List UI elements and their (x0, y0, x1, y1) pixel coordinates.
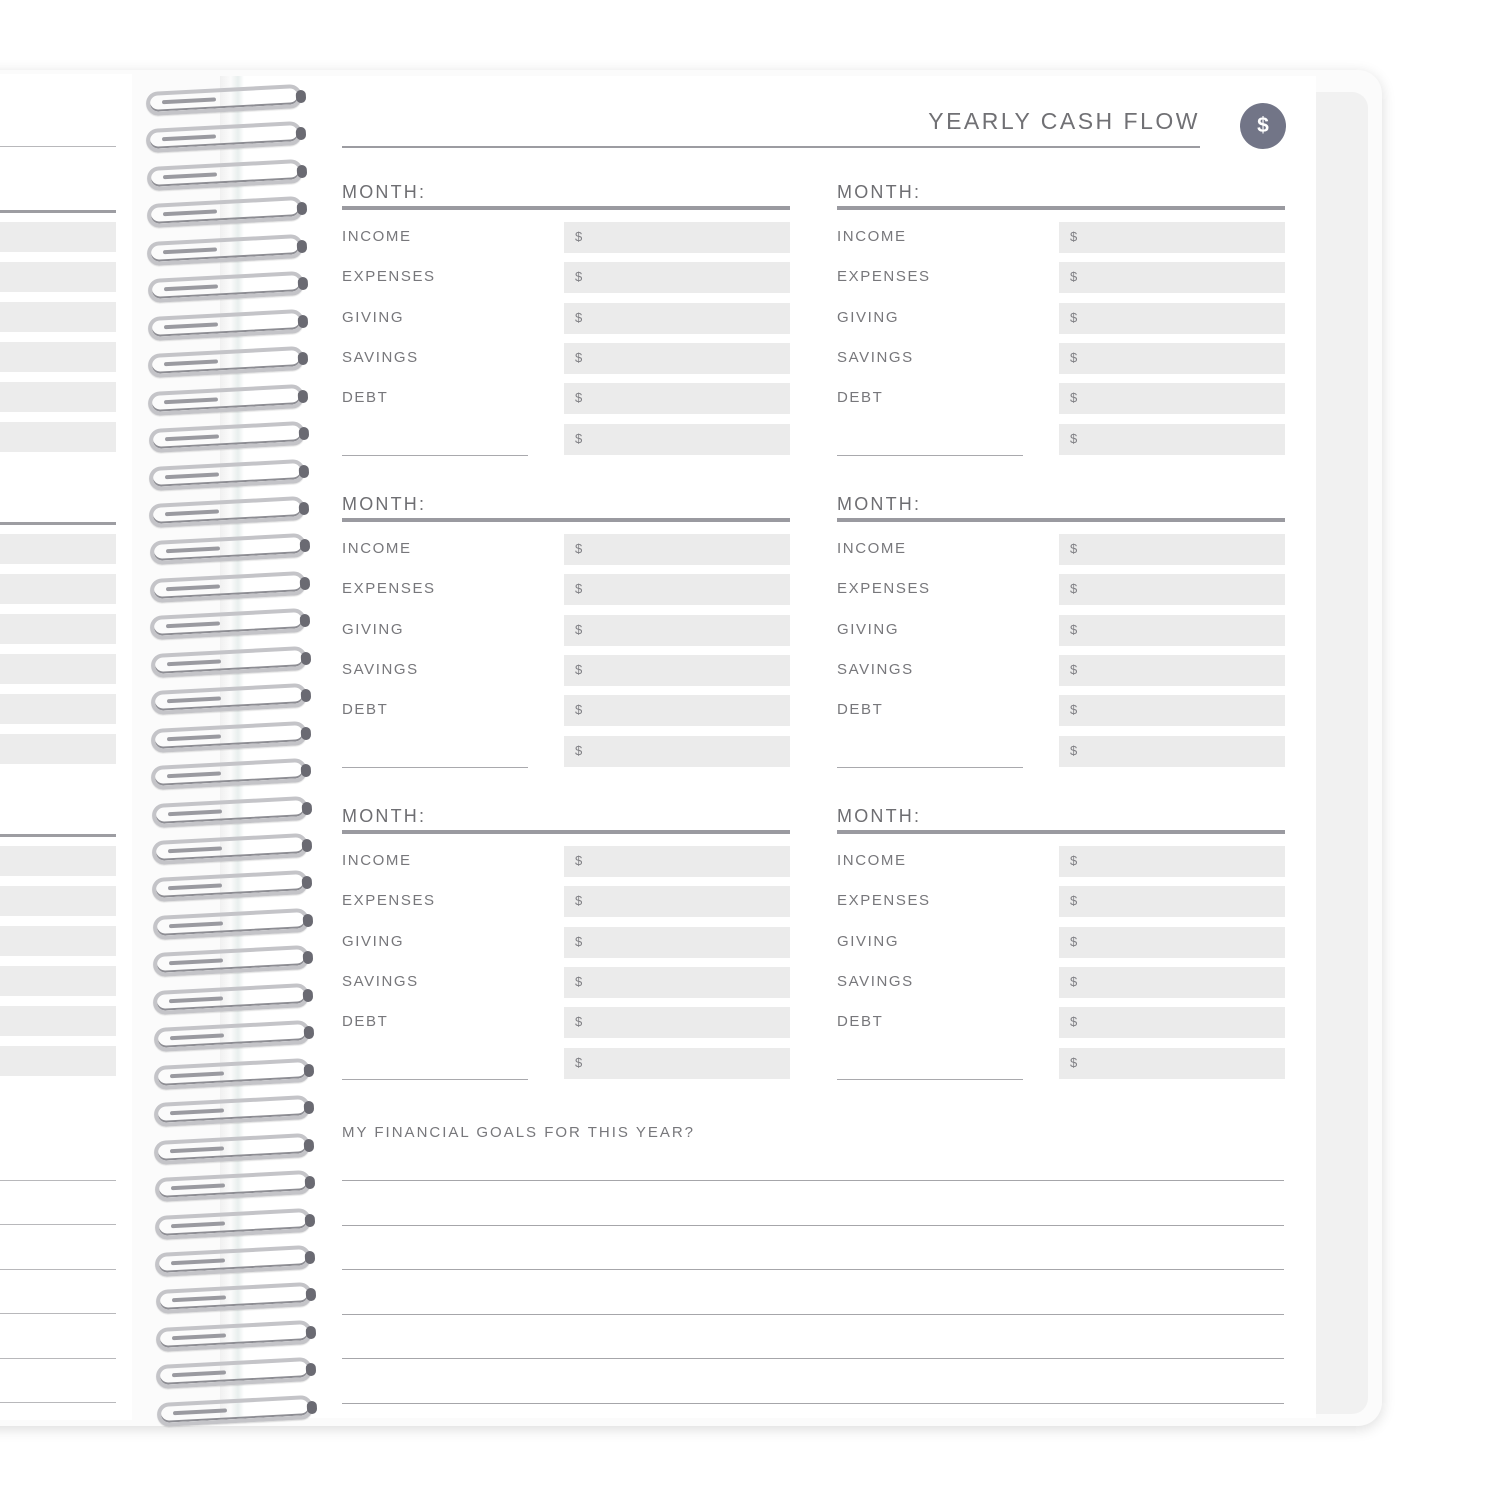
currency-symbol: $ (575, 229, 583, 244)
left-amount-field (0, 222, 116, 252)
currency-symbol: $ (575, 309, 583, 325)
currency-symbol: $ (1070, 541, 1078, 556)
cash-flow-row (837, 383, 1285, 415)
goal-writing-line[interactable] (342, 1225, 1284, 1226)
left-header-rule (0, 146, 116, 147)
amount-field[interactable] (1059, 383, 1285, 414)
amount-field[interactable] (1059, 846, 1285, 877)
month-block (837, 494, 1285, 794)
currency-symbol: $ (575, 541, 583, 556)
amount-field[interactable] (1059, 303, 1285, 334)
amount-field[interactable] (1059, 534, 1285, 565)
row-label: SAVINGS (837, 660, 914, 678)
amount-field[interactable] (564, 383, 790, 414)
month-rule (342, 830, 790, 834)
goal-writing-line[interactable] (342, 1358, 1284, 1359)
row-label: EXPENSES (342, 580, 436, 598)
left-amount-field (0, 574, 116, 604)
month-label: MONTH: (837, 182, 922, 202)
amount-field[interactable] (1059, 695, 1285, 726)
cash-flow-row (837, 534, 1285, 566)
amount-field[interactable] (564, 886, 790, 917)
currency-symbol: $ (1070, 973, 1078, 989)
amount-field[interactable] (564, 574, 790, 605)
month-block (342, 806, 790, 1106)
row-label: GIVING (837, 308, 900, 326)
amount-field[interactable] (564, 736, 790, 767)
row-label: INCOME (342, 228, 412, 245)
left-goal-line (0, 1402, 116, 1403)
left-goal-line (0, 1180, 116, 1181)
amount-field[interactable] (1059, 1048, 1285, 1079)
amount-field[interactable] (564, 534, 790, 565)
currency-symbol: $ (575, 581, 583, 597)
cash-flow-row (837, 222, 1285, 254)
cash-flow-row (342, 1048, 790, 1080)
left-amount-field (0, 926, 116, 956)
row-label: GIVING (342, 932, 405, 950)
left-goal-line (0, 1358, 116, 1359)
currency-symbol: $ (575, 1014, 583, 1030)
amount-field[interactable] (1059, 615, 1285, 646)
cash-flow-row (342, 383, 790, 415)
row-label: INCOME (342, 540, 412, 557)
amount-field[interactable] (564, 222, 790, 253)
amount-field[interactable] (1059, 574, 1285, 605)
cash-flow-row (837, 262, 1285, 294)
row-label: GIVING (837, 932, 900, 950)
amount-field[interactable] (564, 1007, 790, 1038)
currency-symbol: $ (1070, 1054, 1078, 1070)
amount-field[interactable] (1059, 886, 1285, 917)
amount-field[interactable] (1059, 1007, 1285, 1038)
amount-field[interactable] (1059, 222, 1285, 253)
left-amount-field (0, 382, 116, 412)
month-label: MONTH: (342, 494, 427, 514)
currency-symbol: $ (575, 621, 583, 637)
page-title: YEARLY CASH FLOW (928, 108, 1200, 134)
cash-flow-row (837, 655, 1285, 687)
row-label: INCOME (837, 540, 907, 557)
currency-symbol: $ (575, 893, 583, 909)
row-label: EXPENSES (837, 892, 931, 910)
amount-field[interactable] (564, 967, 790, 998)
row-label: INCOME (342, 852, 412, 869)
currency-symbol: $ (1070, 853, 1078, 868)
month-label: MONTH: (342, 182, 427, 202)
cash-flow-row (837, 967, 1285, 999)
amount-field[interactable] (564, 343, 790, 374)
cash-flow-row (342, 615, 790, 647)
cash-flow-row (342, 574, 790, 606)
cash-flow-row (837, 343, 1285, 375)
amount-field[interactable] (564, 927, 790, 958)
amount-field[interactable] (1059, 655, 1285, 686)
goal-writing-line[interactable] (342, 1269, 1284, 1270)
cash-flow-row (342, 534, 790, 566)
goal-writing-line[interactable] (342, 1314, 1284, 1315)
row-label: SAVINGS (342, 972, 419, 990)
currency-symbol: $ (575, 933, 583, 949)
custom-category-line[interactable] (342, 1079, 528, 1080)
left-amount-field (0, 342, 116, 372)
amount-field[interactable] (1059, 736, 1285, 767)
cash-flow-row (342, 695, 790, 727)
row-label: EXPENSES (837, 268, 931, 286)
cash-flow-row (837, 1048, 1285, 1080)
row-label: INCOME (837, 852, 907, 869)
amount-field[interactable] (1059, 343, 1285, 374)
cash-flow-row (837, 927, 1285, 959)
currency-symbol: $ (1070, 269, 1078, 285)
currency-symbol: $ (575, 742, 583, 758)
currency-symbol: $ (575, 1054, 583, 1070)
currency-symbol: $ (1070, 1014, 1078, 1030)
month-block (837, 182, 1285, 482)
row-label: EXPENSES (342, 892, 436, 910)
currency-symbol: $ (575, 349, 583, 365)
currency-symbol: $ (575, 430, 583, 446)
month-block (837, 806, 1285, 1106)
cash-flow-row (342, 222, 790, 254)
row-label: SAVINGS (342, 348, 419, 366)
month-rule (342, 206, 790, 210)
left-amount-field (0, 1006, 116, 1036)
currency-symbol: $ (1070, 661, 1078, 677)
custom-category-line[interactable] (342, 455, 528, 456)
left-amount-field (0, 302, 116, 332)
cash-flow-row (342, 303, 790, 335)
amount-field[interactable] (564, 424, 790, 455)
left-goal-line (0, 1269, 116, 1270)
left-amount-field (0, 846, 116, 876)
header-rule (342, 146, 1200, 148)
cash-flow-row (837, 424, 1285, 456)
row-label: DEBT (342, 389, 389, 407)
cash-flow-row (837, 846, 1285, 878)
currency-symbol: $ (1070, 430, 1078, 446)
row-label: GIVING (342, 620, 405, 638)
row-label: DEBT (342, 701, 389, 719)
month-rule (837, 830, 1285, 834)
month-rule (837, 206, 1285, 210)
currency-symbol: $ (575, 702, 583, 718)
dollar-icon: $ (1240, 103, 1286, 149)
currency-symbol: $ (1070, 742, 1078, 758)
row-label: GIVING (342, 308, 405, 326)
custom-category-line[interactable] (837, 455, 1023, 456)
custom-category-line[interactable] (837, 767, 1023, 768)
amount-field[interactable] (564, 1048, 790, 1079)
left-goal-line (0, 1224, 116, 1225)
amount-field[interactable] (564, 303, 790, 334)
row-label: SAVINGS (837, 972, 914, 990)
left-amount-field (0, 534, 116, 564)
month-rule (837, 518, 1285, 522)
cash-flow-row (342, 736, 790, 768)
cash-flow-row (342, 886, 790, 918)
cash-flow-row (837, 886, 1285, 918)
cash-flow-row (837, 736, 1285, 768)
row-label: DEBT (837, 1013, 884, 1031)
currency-symbol: $ (1070, 349, 1078, 365)
month-block (342, 494, 790, 794)
cash-flow-row (837, 1007, 1285, 1039)
left-amount-field (0, 614, 116, 644)
goal-writing-line[interactable] (342, 1180, 1284, 1181)
currency-symbol: $ (1070, 702, 1078, 718)
left-month-rule (0, 522, 116, 525)
row-label: SAVINGS (837, 348, 914, 366)
currency-symbol: $ (575, 269, 583, 285)
currency-symbol: $ (575, 661, 583, 677)
cash-flow-row (837, 695, 1285, 727)
left-month-rule (0, 834, 116, 837)
left-amount-field (0, 654, 116, 684)
cash-flow-row (342, 927, 790, 959)
left-amount-field (0, 966, 116, 996)
cash-flow-row (342, 343, 790, 375)
page-edge (1315, 92, 1368, 1414)
amount-field[interactable] (564, 695, 790, 726)
cash-flow-row (837, 574, 1285, 606)
row-label: SAVINGS (342, 660, 419, 678)
amount-field[interactable] (564, 846, 790, 877)
month-label: MONTH: (837, 806, 922, 826)
cash-flow-row (837, 303, 1285, 335)
cash-flow-row (342, 424, 790, 456)
goal-writing-line[interactable] (342, 1403, 1284, 1404)
cash-flow-row (342, 262, 790, 294)
row-label: DEBT (837, 389, 884, 407)
left-amount-field (0, 694, 116, 724)
left-amount-field (0, 422, 116, 452)
left-goal-line (0, 1313, 116, 1314)
currency-symbol: $ (1070, 893, 1078, 909)
amount-field[interactable] (1059, 424, 1285, 455)
row-label: DEBT (342, 1013, 389, 1031)
row-label: INCOME (837, 228, 907, 245)
currency-symbol: $ (1070, 390, 1078, 406)
left-amount-field (0, 1046, 116, 1076)
custom-category-line[interactable] (342, 767, 528, 768)
cash-flow-row (342, 967, 790, 999)
left-amount-field (0, 734, 116, 764)
left-amount-field (0, 262, 116, 292)
currency-symbol: $ (575, 390, 583, 406)
left-amount-field (0, 886, 116, 916)
currency-symbol: $ (1070, 581, 1078, 597)
currency-symbol: $ (1070, 933, 1078, 949)
amount-field[interactable] (564, 655, 790, 686)
goals-prompt: MY FINANCIAL GOALS FOR THIS YEAR? (342, 1124, 696, 1141)
currency-symbol: $ (575, 853, 583, 868)
custom-category-line[interactable] (837, 1079, 1023, 1080)
row-label: DEBT (837, 701, 884, 719)
amount-field[interactable] (1059, 262, 1285, 293)
amount-field[interactable] (564, 262, 790, 293)
currency-symbol: $ (575, 973, 583, 989)
cash-flow-row (342, 1007, 790, 1039)
month-label: MONTH: (342, 806, 427, 826)
amount-field[interactable] (1059, 927, 1285, 958)
row-label: EXPENSES (837, 580, 931, 598)
left-month-rule (0, 210, 116, 213)
currency-symbol: $ (1070, 309, 1078, 325)
row-label: GIVING (837, 620, 900, 638)
cash-flow-row (342, 846, 790, 878)
amount-field[interactable] (564, 615, 790, 646)
row-label: EXPENSES (342, 268, 436, 286)
currency-symbol: $ (1070, 621, 1078, 637)
month-block (342, 182, 790, 482)
cash-flow-row (837, 615, 1285, 647)
month-label: MONTH: (837, 494, 922, 514)
month-rule (342, 518, 790, 522)
cash-flow-row (342, 655, 790, 687)
amount-field[interactable] (1059, 967, 1285, 998)
currency-symbol: $ (1070, 229, 1078, 244)
